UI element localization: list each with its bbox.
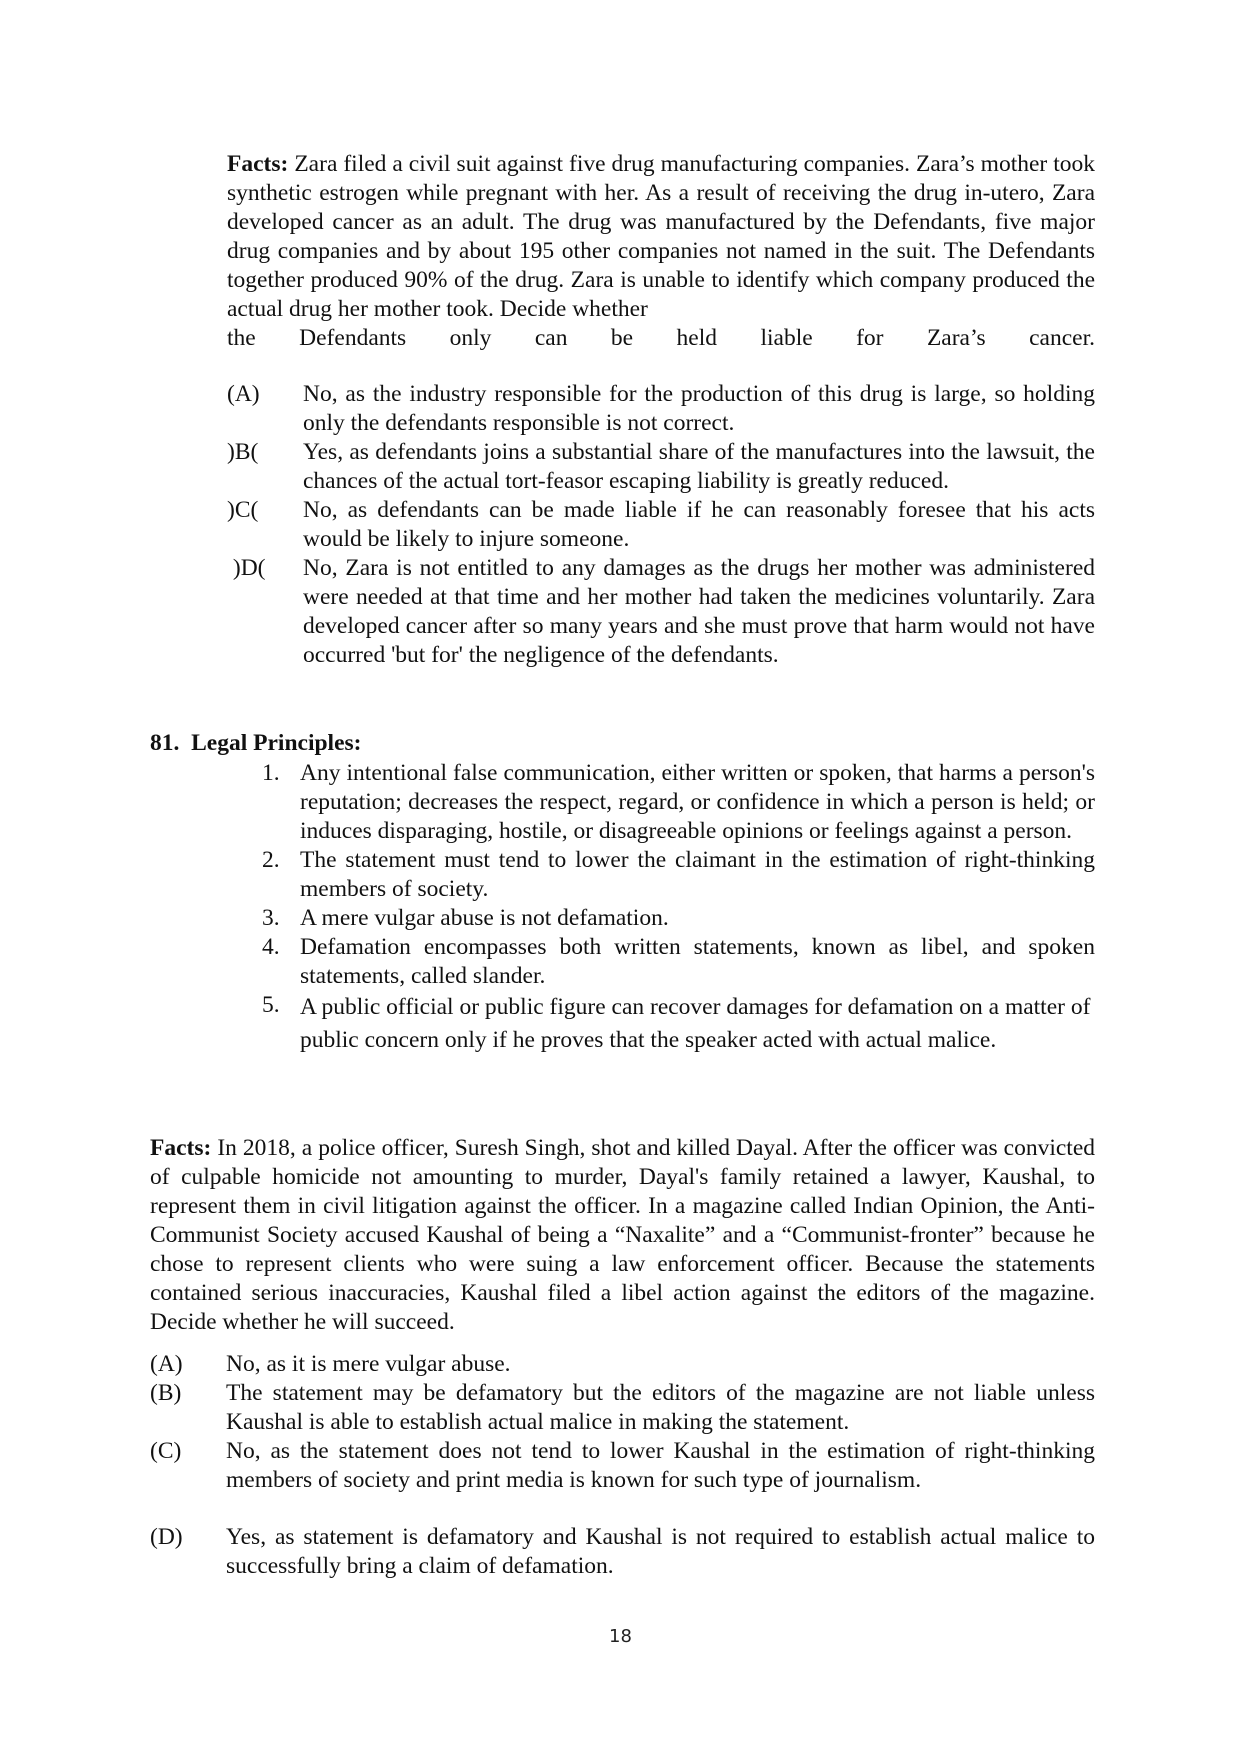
principle-item [262, 991, 1095, 1057]
principle-number: 4. [262, 934, 280, 960]
q81-options [150, 1350, 1095, 1581]
option-c [150, 1437, 1095, 1495]
principle-number: 5. [262, 992, 280, 1018]
principle-number: 1. [262, 760, 280, 786]
option-key: (C) [150, 1438, 182, 1464]
q81-heading: 81. Legal Principles: [150, 730, 362, 756]
facts-label: Facts: [150, 1135, 212, 1161]
option-c [227, 496, 1095, 554]
principle-item [262, 933, 1095, 991]
option-key: (A) [150, 1351, 183, 1377]
principle-item [262, 904, 1095, 933]
option-text: No, as the industry responsible for the production of this drug is large, so holding only the defendants responsible is not correct. [303, 381, 1095, 436]
principle-number: 2. [262, 847, 280, 873]
option-key: )D( [227, 555, 266, 581]
principle-text: Defamation encompasses both written statements, known as libel, and spoken statements, called slander. [300, 934, 1095, 989]
option-d [150, 1523, 1095, 1581]
principle-text: The statement must tend to lower the claimant in the estimation of right-thinking members of society. [300, 847, 1095, 902]
option-a [227, 380, 1095, 438]
q80-options [227, 380, 1095, 670]
facts-text-last-line: the Defendants only can be held liable for Zara’s cancer. [227, 325, 1095, 351]
principle-number: 3. [262, 905, 280, 931]
option-text: Yes, as defendants joins a substantial share of the manufactures into the lawsuit, the chances of the actual tort-feasor escaping liability is greatly reduced. [303, 439, 1095, 494]
principle-item [262, 846, 1095, 904]
q80-facts [227, 150, 1095, 353]
facts-label: Facts: [227, 151, 289, 177]
legal-principles-list [262, 759, 1095, 1057]
option-key: (A) [227, 381, 260, 407]
option-text: The statement may be defamatory but the editors of the magazine are not liable unless Kaushal is able to establish actual malice in making the statement. [226, 1380, 1095, 1435]
principle-item [262, 759, 1095, 846]
spacer [150, 1495, 1095, 1523]
option-a [150, 1350, 1095, 1379]
option-d [227, 554, 1095, 670]
principle-text: A public official or public figure can recover damages for defamation on a matter of public concern only if he proves that the speaker acted with actual malice. [300, 994, 1091, 1053]
page-number: 18 [609, 1626, 632, 1647]
q81-facts [150, 1134, 1095, 1337]
option-b [227, 438, 1095, 496]
principle-text: A mere vulgar abuse is not defamation. [300, 905, 669, 931]
option-text: No, Zara is not entitled to any damages as the drugs her mother was administered were needed at that time and her mother had taken the medicines voluntarily. Zara developed cancer after so many years and she must prove that harm would not have occurred 'but for' the negligence of the defendants. [303, 555, 1095, 668]
option-key: (D) [150, 1524, 183, 1550]
option-key: )C( [227, 497, 259, 523]
principle-text: Any intentional false communication, either written or spoken, that harms a person's reputation; decreases the respect, regard, or confidence in which a person is held; or induces disparaging, hostile, or disagreeable opinions or feelings against a person. [300, 760, 1095, 844]
facts-text: Zara filed a civil suit against five drug manufacturing companies. Zara’s mother took synthetic estrogen while pregnant with her. As a result of receiving the drug in-utero, Zara developed cancer as an adult. The drug was manufactured by the Defendants, five major drug companies and by about 195 other companies not named in the suit. The Defendants together produced 90% of the drug. Zara is unable to identify which company produced the actual drug her mother took. Decide whether [227, 151, 1096, 322]
option-text: No, as it is mere vulgar abuse. [226, 1351, 511, 1377]
option-key: (B) [150, 1380, 182, 1406]
option-text: Yes, as statement is defamatory and Kaushal is not required to establish actual malice to successfully bring a claim of defamation. [226, 1524, 1095, 1579]
facts-text: In 2018, a police officer, Suresh Singh, shot and killed Dayal. After the officer was convicted of culpable homicide not amounting to murder, Dayal's family retained a lawyer, Kaushal, to represent them in civil litigation against the officer. In a magazine called Indian Opinion, the Anti-Communist Society accused Kaushal of being a “Naxalite” and a “Communist-fronter” because he chose to represent clients who were suing a law enforcement officer. Because the statements contained serious inaccuracies, Kaushal filed a libel action against the editors of the magazine. Decide whether he will succeed. [150, 1135, 1096, 1335]
option-key: )B( [227, 439, 259, 465]
option-text: No, as the statement does not tend to lower Kaushal in the estimation of right-thinking members of society and print media is known for such type of journalism. [226, 1438, 1095, 1493]
option-text: No, as defendants can be made liable if he can reasonably foresee that his acts would be likely to injure someone. [303, 497, 1095, 552]
option-b [150, 1379, 1095, 1437]
